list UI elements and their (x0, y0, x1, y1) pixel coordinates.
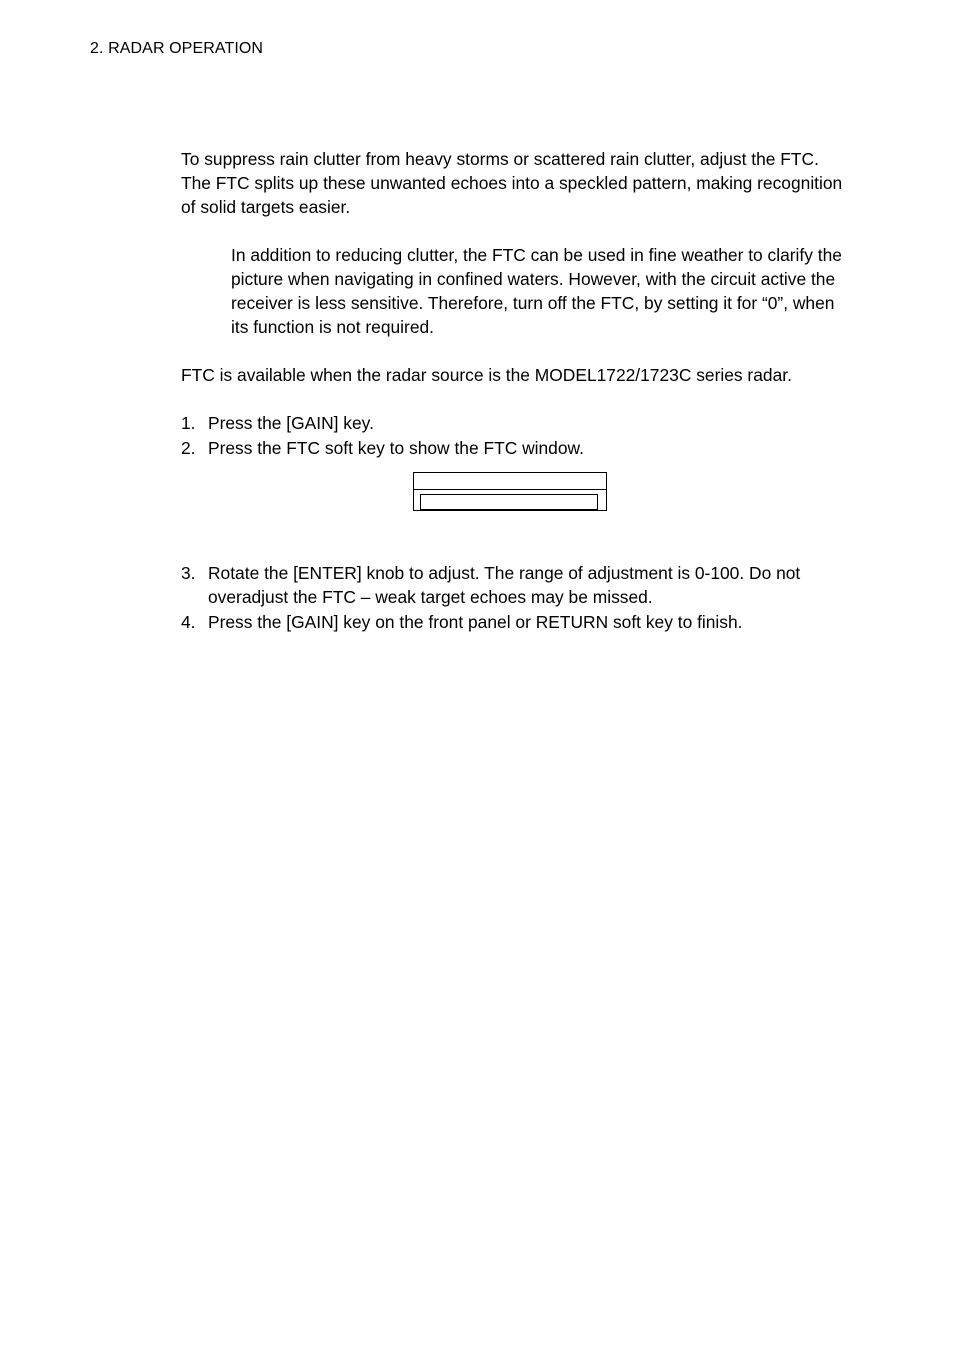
step-number: 2. (181, 438, 196, 458)
step-text: Press the [GAIN] key on the front panel or RETURN soft key to finish. (208, 612, 743, 632)
step-item (181, 436, 851, 460)
procedure-steps-second (181, 561, 851, 634)
ftc-level-bar (420, 494, 598, 510)
availability-paragraph: FTC is available when the radar source is the MODEL1722/1723C series radar. (181, 365, 792, 385)
step-item (181, 610, 851, 634)
note-paragraph: In addition to reducing clutter, the FTC can be used in fine weather to clarify the picture when navigating in confined waters. However, with the circuit active the receiver is less sensitive. Therefore, turn off the FTC, by setting it for “0”, when its function is not required. (231, 245, 842, 337)
step-text: Press the FTC soft key to show the FTC window. (208, 438, 584, 458)
intro-paragraph: To suppress rain clutter from heavy storms or scattered rain clutter, adjust the FTC. The FTC splits up these unwanted echoes into a speckled pattern, making recognition of solid targets easier. (181, 149, 843, 217)
ftc-window-figure (413, 472, 607, 511)
step-number: 4. (181, 612, 196, 632)
step-number: 1. (181, 413, 196, 433)
step-text: Press the [GAIN] key. (208, 413, 374, 433)
step-number: 3. (181, 563, 196, 583)
step-item (181, 411, 851, 435)
running-header: 2. RADAR OPERATION (90, 40, 264, 57)
step-text: Rotate the [ENTER] knob to adjust. The range of adjustment is 0-100. Do not overadjust the FTC – weak target echoes may be missed. (208, 563, 801, 607)
step-item (181, 561, 851, 609)
procedure-steps-first (181, 411, 851, 460)
ftc-window-title-bar (414, 473, 606, 490)
